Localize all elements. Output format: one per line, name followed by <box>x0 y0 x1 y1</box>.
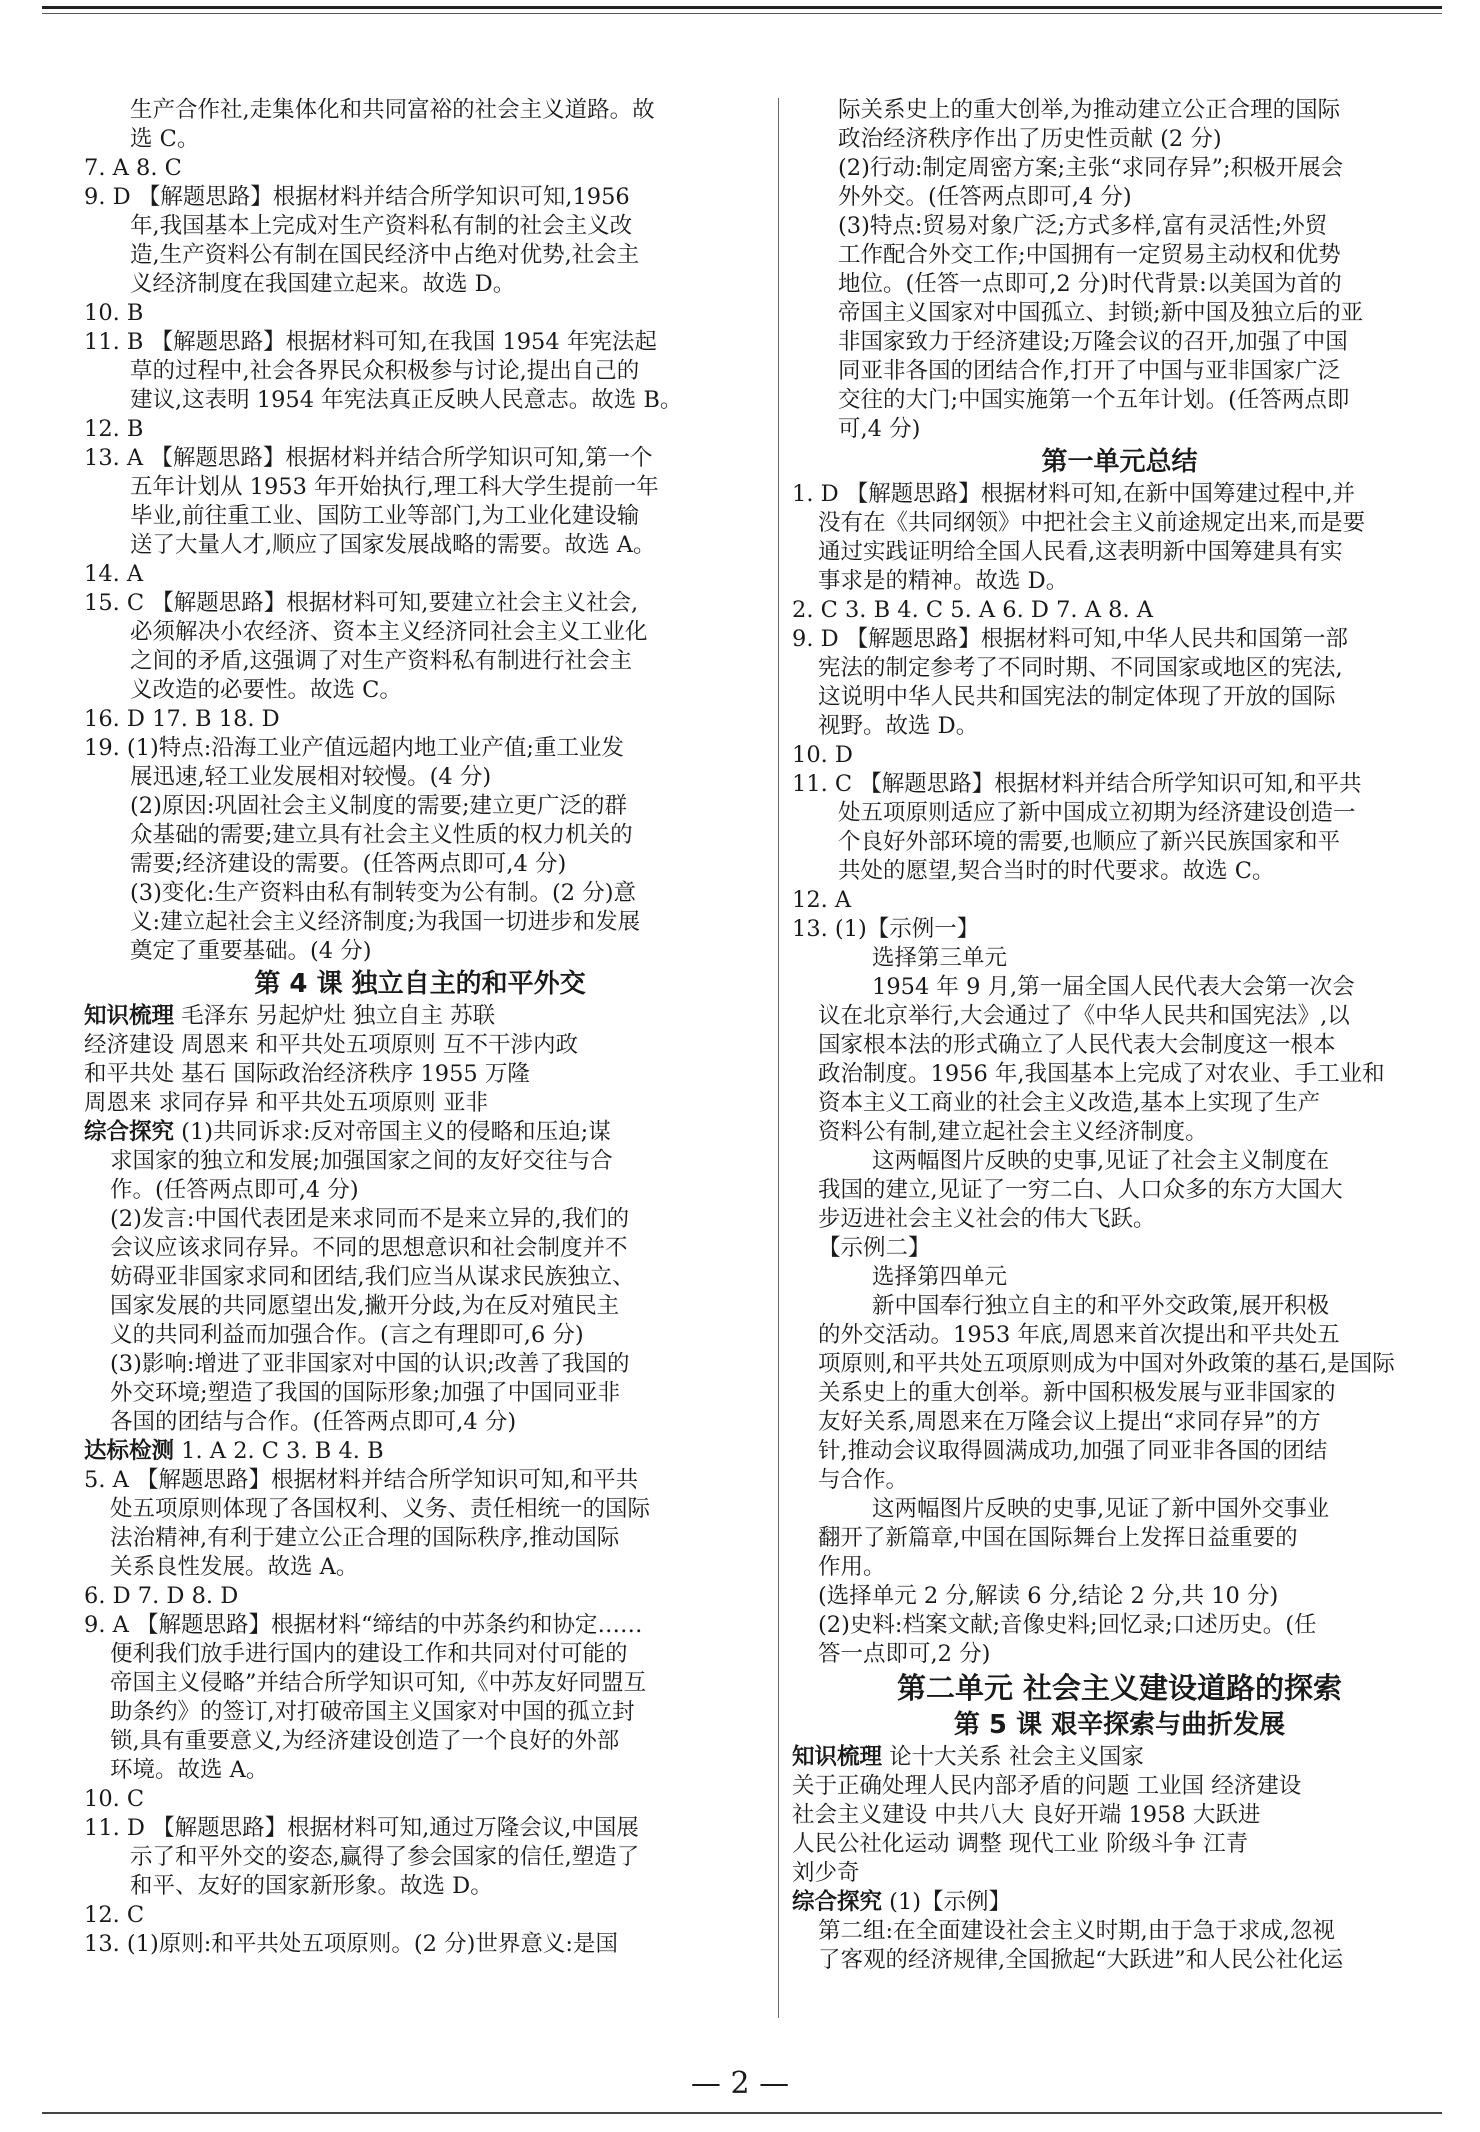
answer-line: 13. A 【解题思路】根据材料并结合所学知识可知,第一个 <box>84 445 653 471</box>
unit-1-summary-heading: 第一单元总结 <box>1041 447 1198 477</box>
text-line: 之间的矛盾,这强调了对生产资料私有制进行社会主 <box>130 648 633 674</box>
answer-line: 19. (1)特点:沿海工业产值远超内地工业产值;重工业发 <box>84 735 624 761</box>
text-line: 义:建立起社会主义经济制度;为我国一切进步和发展 <box>130 909 641 935</box>
text-line: 周恩来 求同存异 和平共处五项原则 亚非 <box>84 1090 488 1116</box>
text-line: 助条约》的签订,对打破帝国主义国家对中国的孤立封 <box>110 1699 635 1725</box>
text-line: 没有在《共同纲领》中把社会主义前途规定出来,而是要 <box>818 510 1366 536</box>
section-label: 达标检测 <box>84 1438 175 1464</box>
text-line: 众基础的需要;建立具有社会主义性质的权力机关的 <box>130 822 633 848</box>
text-line: 第二组:在全面建设社会主义时期,由于急于求成,忽视 <box>818 1918 1335 1944</box>
text-line: 处五项原则适应了新中国成立初期为经济建设创造一 <box>838 800 1356 826</box>
section-label: 知识梳理 <box>792 1744 883 1770</box>
answer-line: 2. C 3. B 4. C 5. A 6. D 7. A 8. A <box>792 597 1153 623</box>
text-line: 必须解决小农经济、资本主义经济同社会主义工业化 <box>130 619 648 645</box>
text-line: 交往的大门;中国实施第一个五年计划。(任答两点即 <box>838 387 1350 413</box>
text-line: 展迅速,轻工业发展相对较慢。(4 分) <box>130 764 492 790</box>
text-line: 作。(任答两点即可,4 分) <box>110 1177 359 1203</box>
text-line: 人民公社化运动 调整 现代工业 阶级斗争 江青 <box>792 1831 1249 1857</box>
answer-line: 11. C 【解题思路】根据材料并结合所学知识可知,和平共 <box>792 771 1362 797</box>
text-line: 通过实践证明给全国人民看,这表明新中国筹建具有实 <box>818 539 1343 565</box>
answer-line: 9. D 【解题思路】根据材料可知,中华人民共和国第一部 <box>792 626 1348 652</box>
text-line: 环境。故选 A。 <box>110 1757 269 1783</box>
text-line: 示了和平外交的姿态,赢得了参会国家的信任,塑造了 <box>130 1844 640 1870</box>
text-line: 各国的团结与合作。(任答两点即可,4 分) <box>110 1409 517 1435</box>
text-line: 地位。(任答一点即可,2 分)时代背景:以美国为首的 <box>838 271 1342 297</box>
text-line: 这说明中华人民共和国宪法的制定体现了开放的国际 <box>818 684 1336 710</box>
text-span: 毛泽东 另起炉灶 独立自主 苏联 <box>174 1003 496 1029</box>
text-line <box>792 1743 1447 1772</box>
text-line: (3)变化:生产资料由私有制转变为公有制。(2 分)意 <box>130 880 636 906</box>
answer-line: 10. B <box>84 300 144 326</box>
text-line: 关于正确处理人民内部矛盾的问题 工业国 经济建设 <box>792 1773 1302 1799</box>
text-line: 资本主义工商业的社会主义改造,基本上实现了生产 <box>818 1090 1321 1116</box>
text-line <box>792 1888 1447 1917</box>
answer-line: 10. C <box>84 1786 145 1812</box>
text-line: 政治经济秩序作出了历史性贡献 (2 分) <box>838 126 1222 152</box>
text-line: 毕业,前往重工业、国防工业等部门,为工业化建设输 <box>130 503 640 529</box>
answer-line: 13. (1)原则:和平共处五项原则。(2 分)世界意义:是国 <box>84 1931 618 1957</box>
answer-line: 16. D 17. B 18. D <box>84 706 280 732</box>
answer-line: 9. D 【解题思路】根据材料并结合所学知识可知,1956 <box>84 184 630 210</box>
text-line: (3)特点:贸易对象广泛;方式多样,富有灵活性;外贸 <box>838 213 1328 239</box>
text-line: 资料公有制,建立起社会主义经济制度。 <box>818 1119 1208 1145</box>
answer-line: 10. D <box>792 742 853 768</box>
text-line: 需要;经济建设的需要。(任答两点即可,4 分) <box>130 851 567 877</box>
text-line: 奠定了重要基础。(4 分) <box>130 938 372 964</box>
text-line: 五年计划从 1953 年开始执行,理工科大学生提前一年 <box>130 474 659 500</box>
text-line: 针,推动会议取得圆满成功,加强了同亚非各国的团结 <box>818 1438 1328 1464</box>
answer-line: 11. B 【解题思路】根据材料可知,在我国 1954 年宪法起 <box>84 329 657 355</box>
text-line: (2)原因:巩固社会主义制度的需要;建立更广泛的群 <box>130 793 628 819</box>
text-line: 议在北京举行,大会通过了《中华人民共和国宪法》,以 <box>818 1003 1350 1029</box>
text-line: 年,我国基本上完成对生产资料私有制的社会主义改 <box>130 213 633 239</box>
text-line: 和平、友好的国家新形象。故选 D。 <box>130 1873 493 1899</box>
text-line: 造,生产资料公有制在国民经济中占绝对优势,社会主 <box>130 242 640 268</box>
text-line: 工作配合外交工作;中国拥有一定贸易主动权和优势 <box>838 242 1341 268</box>
text-line: 宪法的制定参考了不同时期、不同国家或地区的宪法, <box>818 655 1343 681</box>
text-line: 选择第四单元 <box>872 1264 1008 1290</box>
page-number: — 2 — <box>690 2066 790 2101</box>
text-line: 的外交活动。1953 年底,周恩来首次提出和平共处五 <box>818 1322 1340 1348</box>
text-line: (2)史料:档案文献;音像史料;回忆录;口述历史。(任 <box>818 1612 1317 1638</box>
text-line: (2)发言:中国代表团是来求同而不是来立异的,我们的 <box>110 1206 630 1232</box>
lesson-4-heading: 第 4 课 独立自主的和平外交 <box>254 969 586 999</box>
unit-2-heading: 第二单元 社会主义建设道路的探索 <box>896 1671 1343 1705</box>
text-line: 我国的建立,见证了一穷二白、人口众多的东方大国大 <box>818 1177 1343 1203</box>
text-line: 生产合作社,走集体化和共同富裕的社会主义道路。故 <box>130 97 655 123</box>
answer-line: 12. A <box>792 887 852 913</box>
text-line: 刘少奇 <box>792 1860 860 1886</box>
text-line: 妨碍亚非国家求同和团结,我们应当从谋求民族独立、 <box>110 1264 635 1290</box>
text-line: 社会主义建设 中共八大 良好开端 1958 大跃进 <box>792 1802 1261 1828</box>
text-line: 义的共同利益而加强合作。(言之有理即可,6 分) <box>110 1322 584 1348</box>
text-line: 个良好外部环境的需要,也顺应了新兴民族国家和平 <box>838 829 1341 855</box>
text-line: 同亚非各国的团结合作,打开了中国与亚非国家广泛 <box>838 358 1341 384</box>
text-line: 选 C。 <box>130 126 200 152</box>
text-line: (选择单元 2 分,解读 6 分,结论 2 分,共 10 分) <box>818 1583 1279 1609</box>
text-span: (1)【示例】 <box>882 1889 1012 1915</box>
section-label: 知识梳理 <box>84 1003 175 1029</box>
text-line: 处五项原则体现了各国权利、义务、责任相统一的国际 <box>110 1496 651 1522</box>
bottom-rule <box>42 2112 1442 2114</box>
text-line: 会议应该求同存异。不同的思想意识和社会制度并不 <box>110 1235 628 1261</box>
text-span: (1)共同诉求:反对帝国主义的侵略和压迫;谋 <box>174 1119 611 1145</box>
answer-line: 15. C 【解题思路】根据材料可知,要建立社会主义社会, <box>84 590 639 616</box>
answer-line: 9. A 【解题思路】根据材料“缔结的中苏条约和协定…… <box>84 1612 643 1638</box>
text-line: (3)影响:增进了亚非国家对中国的认识;改善了我国的 <box>110 1351 630 1377</box>
text-line: 这两幅图片反映的史事,见证了新中国外交事业 <box>872 1496 1330 1522</box>
text-line: (2)行动:制定周密方案;主张“求同存异”;积极开展会 <box>838 155 1344 181</box>
section-label: 综合探究 <box>84 1119 175 1145</box>
left-column <box>84 96 756 1959</box>
text-line: 帝国主义国家对中国孤立、封锁;新中国及独立后的亚 <box>838 300 1364 326</box>
text-line: 视野。故选 D。 <box>818 713 979 739</box>
text-line: 法治精神,有利于建立公正合理的国际秩序,推动国际 <box>110 1525 620 1551</box>
text-line: 与合作。 <box>818 1467 909 1493</box>
text-line: 经济建设 周恩来 和平共处五项原则 互不干涉内政 <box>84 1032 578 1058</box>
text-line: 1954 年 9 月,第一届全国人民代表大会第一次会 <box>872 974 1355 1000</box>
text-line: 国家根本法的形式确立了人民代表大会制度这一根本 <box>818 1032 1336 1058</box>
text-line: 求国家的独立和发展;加强国家之间的友好交往与合 <box>110 1148 613 1174</box>
column-divider <box>778 98 779 2018</box>
text-line: 选择第三单元 <box>872 945 1008 971</box>
text-line <box>84 1002 756 1031</box>
text-line: 了客观的经济规律,全国掀起“大跃进”和人民公社化运 <box>818 1947 1344 1973</box>
text-line: 事求是的精神。故选 D。 <box>818 568 1069 594</box>
text-line: 锁,具有重要意义,为经济建设创造了一个良好的外部 <box>110 1728 620 1754</box>
text-span: 论十大关系 社会主义国家 <box>882 1744 1144 1770</box>
text-line: 作用。 <box>818 1554 886 1580</box>
text-line: 建议,这表明 1954 年宪法真正反映人民意志。故选 B。 <box>130 387 683 413</box>
text-line: 新中国奉行独立自主的和平外交政策,展开积极 <box>872 1293 1330 1319</box>
text-line: 步迈进社会主义社会的伟大飞跃。 <box>818 1206 1156 1232</box>
text-line: 便利我们放手进行国内的建设工作和共同对付可能的 <box>110 1641 628 1667</box>
text-line: 义经济制度在我国建立起来。故选 D。 <box>130 271 516 297</box>
text-line: 翻开了新篇章,中国在国际舞台上发挥日益重要的 <box>818 1525 1298 1551</box>
text-line: 答一点即可,2 分) <box>818 1641 991 1667</box>
text-line: 可,4 分) <box>838 416 921 442</box>
text-line: 际关系史上的重大创举,为推动建立公正合理的国际 <box>838 97 1341 123</box>
text-line: 和平共处 基石 国际政治经济秩序 1955 万隆 <box>84 1061 530 1087</box>
text-line <box>84 1437 756 1466</box>
text-line: 非国家致力于经济建设;万隆会议的召开,加强了中国 <box>838 329 1348 355</box>
text-line: 关系史上的重大创举。新中国积极发展与亚非国家的 <box>818 1380 1336 1406</box>
text-span: 1. A 2. C 3. B 4. B <box>174 1438 384 1464</box>
answer-line: 1. D 【解题思路】根据材料可知,在新中国筹建过程中,并 <box>792 481 1356 507</box>
text-line: 这两幅图片反映的史事,见证了社会主义制度在 <box>872 1148 1330 1174</box>
text-line <box>84 1118 756 1147</box>
section-label: 综合探究 <box>792 1889 883 1915</box>
right-column <box>792 96 1447 1975</box>
text-line: 国家发展的共同愿望出发,撇开分歧,为在反对殖民主 <box>110 1293 620 1319</box>
answer-line: 11. D 【解题思路】根据材料可知,通过万隆会议,中国展 <box>84 1815 639 1841</box>
answer-line: 12. B <box>84 416 144 442</box>
answer-line: 13. (1)【示例一】 <box>792 916 980 942</box>
text-line: 送了大量人才,顺应了国家发展战略的需要。故选 A。 <box>130 532 656 558</box>
text-line: 项原则,和平共处五项原则成为中国对外政策的基石,是国际 <box>818 1351 1395 1377</box>
text-line: 外外交。(任答两点即可,4 分) <box>838 184 1132 210</box>
text-line: 友好关系,周恩来在万隆会议上提出“求同存异”的方 <box>818 1409 1321 1435</box>
text-line: 帝国主义侵略”并结合所学知识可知,《中苏友好同盟互 <box>110 1670 647 1696</box>
text-line: 【示例二】 <box>818 1235 931 1261</box>
answer-line: 12. C <box>84 1902 145 1928</box>
lesson-5-heading: 第 5 课 艰辛探索与曲折发展 <box>953 1710 1286 1740</box>
text-line: 外交环境;塑造了我国的国际形象;加强了中国同亚非 <box>110 1380 621 1406</box>
answer-line: 5. A 【解题思路】根据材料并结合所学知识可知,和平共 <box>84 1467 639 1493</box>
text-line: 政治制度。1956 年,我国基本上完成了对农业、手工业和 <box>818 1061 1385 1087</box>
top-rule-thin <box>42 13 1442 14</box>
text-line: 草的过程中,社会各界民众积极参与讨论,提出自己的 <box>130 358 640 384</box>
answer-line: 14. A <box>84 561 144 587</box>
answer-line: 6. D 7. D 8. D <box>84 1583 239 1609</box>
text-line: 关系良性发展。故选 A。 <box>110 1554 359 1580</box>
answer-line: 7. A 8. C <box>84 155 182 181</box>
top-rule <box>42 6 1442 9</box>
text-line: 共处的愿望,契合当时的时代要求。故选 C。 <box>838 858 1275 884</box>
text-line: 义改造的必要性。故选 C。 <box>130 677 402 703</box>
